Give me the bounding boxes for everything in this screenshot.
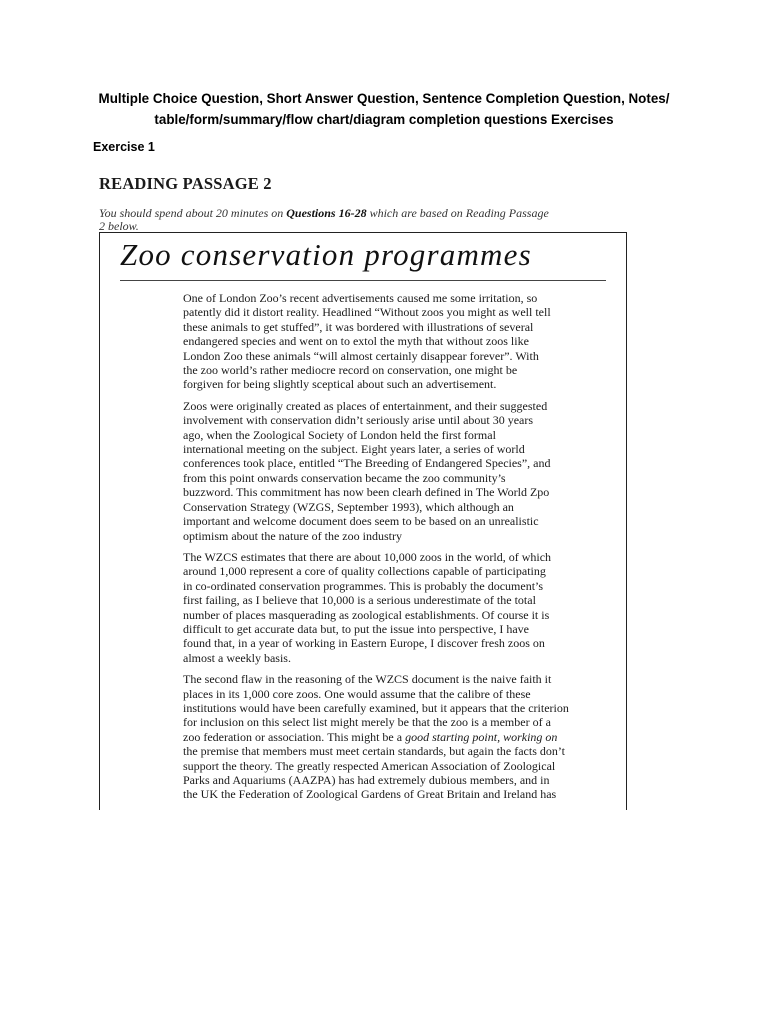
passage-label: READING PASSAGE 2 <box>99 174 272 193</box>
paragraph <box>183 550 611 665</box>
text-line: from this point onwards conservation became the zoo community’s <box>183 470 506 485</box>
passage-body <box>183 291 611 809</box>
text-line: forgiven for being slightly sceptical about such an advertisement. <box>183 377 497 392</box>
text-line: endangered species and went on to extol the myth that without zoos like <box>183 334 529 349</box>
text-line: these animals to get stuffed”, it was bordered with illustrations of several <box>183 319 534 334</box>
text-line: Conservation Strategy (WZGS, September 1993), which although an <box>183 499 514 514</box>
text-line: One of London Zoo’s recent advertisements caused me some irritation, so <box>183 291 538 305</box>
scanned-passage-image <box>96 170 630 810</box>
text-line: institutions would have been carefully examined, but it appears that the criterion <box>183 700 569 715</box>
text-line: zoo federation or association. This might be a good starting point, working on <box>183 729 558 744</box>
document-heading <box>60 88 708 130</box>
text-line: difficult to get accurate data but, to put the issue into perspective, I have <box>183 621 529 636</box>
text-line: the zoo world’s rather mediocre record on conservation, one might be <box>183 363 518 378</box>
instruction-questions: Questions 16-28 <box>286 206 367 220</box>
text-line: The second flaw in the reasoning of the WZCS document is the naive faith it <box>183 672 552 687</box>
text-line: optimism about the nature of the zoo industry <box>183 528 402 543</box>
exercise-label: Exercise 1 <box>93 140 155 154</box>
text-line: places in its 1,000 core zoos. One would assume that the calibre of these <box>183 686 531 701</box>
paragraph <box>183 672 611 802</box>
text-line: international meeting on the subject. Eight years later, a series of world <box>183 442 525 457</box>
passage-box <box>99 232 627 810</box>
text-line: London Zoo these animals “will almost certainly disappear forever”. With <box>183 348 539 363</box>
instruction-text-post: which are based on Reading Passage <box>366 206 549 220</box>
paragraph <box>183 399 611 543</box>
text-line: buzzword. This commitment has now been clearh defined in The World Zpo <box>183 485 550 500</box>
passage-instructions <box>99 207 629 233</box>
text-line: patently did it distort reality. Headlined “Without zoos you might as well tell <box>183 305 551 320</box>
text-line: in co-ordinated conservation programmes. This is probably the document’s <box>183 578 544 593</box>
text-line: conferences took place, entitled “The Breeding of Endangered Species”, and <box>183 456 551 471</box>
text-line: almost a weekly basis. <box>183 650 291 665</box>
text-line: found that, in a year of working in Eastern Europe, I discover fresh zoos on <box>183 636 545 651</box>
title-rule <box>120 280 606 281</box>
heading-line-2: table/form/summary/flow chart/diagram completion questions Exercises <box>154 112 614 127</box>
text-line: Zoos were originally created as places of entertainment, and their suggested <box>183 398 548 413</box>
text-line: The WZCS estimates that there are about 10,000 zoos in the world, of which <box>183 549 552 564</box>
text-line: first failing, as I believe that 10,000 is a serious underestimate of the total <box>183 593 536 608</box>
instruction-text-pre: You should spend about 20 minutes on <box>99 206 287 220</box>
text-line: important and welcome document does seem to be based on an unrealistic <box>183 514 539 529</box>
passage-title: Zoo conservation programmes <box>120 237 532 272</box>
text-line: support the theory. The greatly respected American Association of Zoological <box>183 758 556 773</box>
text-line: involvement with conservation didn’t seriously arise until about 30 years <box>183 413 534 428</box>
text-line: around 1,000 represent a core of quality collections capable of participating <box>183 564 546 579</box>
text-line: the premise that members must meet certain standards, but again the facts don’t <box>183 744 565 759</box>
text-line: the UK the Federation of Zoological Gardens of Great Britain and Ireland has <box>183 787 557 802</box>
text-line: ago, when the Zoological Society of London held the first formal <box>183 427 496 442</box>
heading-line-1: Multiple Choice Question, Short Answer Question, Sentence Completion Question, Notes/ <box>98 91 670 106</box>
instruction-text-line2: 2 below. <box>99 219 139 233</box>
paragraph <box>183 291 611 392</box>
text-line: for inclusion on this select list might merely be that the zoo is a member of a <box>183 715 551 730</box>
text-line: number of places masquerading as zoological establishments. Of course it is <box>183 607 550 622</box>
text-line: Parks and Aquariums (AAZPA) has had extremely dubious members, and in <box>183 773 550 787</box>
